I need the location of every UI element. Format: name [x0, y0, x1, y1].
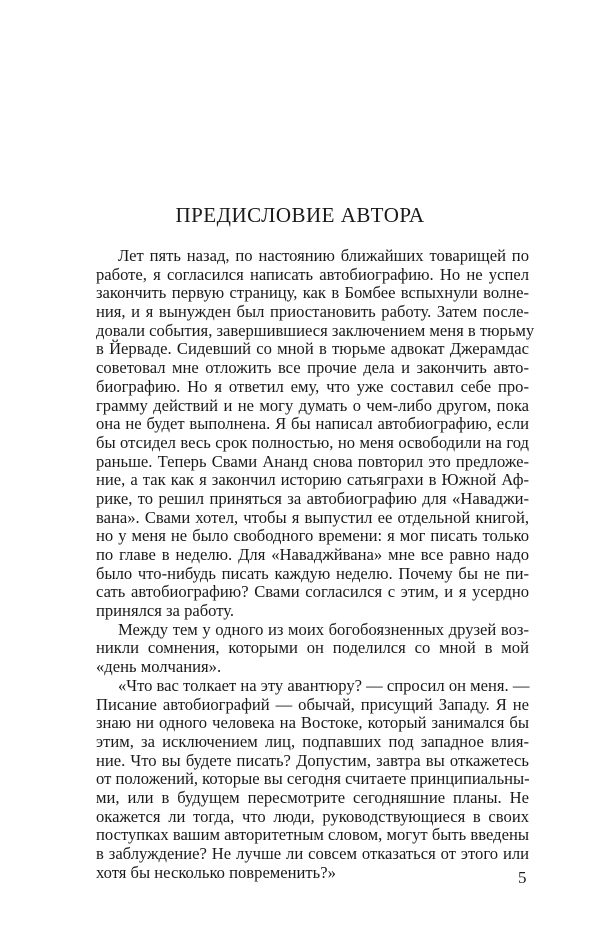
text-line: этим, за исключением лиц, подпавших под западное влия- — [96, 731, 529, 751]
text-line: сать автобиографию? Свами согласился с этим, и я усердно — [96, 582, 529, 602]
text-line: рике, то решил приняться за автобиографию для «Наваджи- — [96, 488, 529, 508]
text-line: ние, а так как я закончил историю сатьяграхи в Южной Аф- — [96, 470, 529, 490]
text-line: вана». Свами хотел, чтобы я выпустил ее отдельной книгой, — [96, 507, 529, 527]
text-line: знаю ни одного человека на Востоке, который занимался бы — [96, 713, 529, 733]
text-line: принялся за работу. — [96, 601, 235, 621]
text-line: окажется ли тогда, что люди, руководствующиеся в своих — [96, 806, 529, 826]
text-line: бы отсидел весь срок полностью, но меня освободили на год — [96, 432, 529, 452]
text-line: она не будет выполнена. Я бы написал автобиографию, если — [96, 414, 529, 434]
text-line: «день молчания». — [96, 657, 222, 677]
text-line: ние. Что вы будете писать? Допустим, завтра вы откажетесь — [96, 750, 529, 770]
text-line: «Что вас толкает на эту авантюру? — спросил он меня. — — [118, 675, 530, 695]
text-line: хотя бы несколько повременить?» — [96, 862, 336, 882]
text-line: в Йерваде. Сидевший со мной в тюрьме адвокат Джерамдас — [96, 339, 529, 359]
text-line: поступках вашим авторитетным словом, могут быть введены — [96, 825, 529, 845]
chapter-title: ПРЕДИСЛОВИЕ АВТОРА — [175, 203, 425, 227]
text-line: от положений, которые вы сегодня считаете принципиальны- — [96, 769, 530, 789]
text-line: Между тем у одного из моих богобоязненных друзей воз- — [118, 619, 529, 639]
text-line: советовал мне отложить все прочие дела и закончить авто- — [96, 358, 529, 378]
text-line: было что-нибудь писать каждую неделю. Почему бы не пи- — [96, 563, 529, 583]
body-text — [96, 246, 535, 882]
text-line: грамму действий и не могу думать о чем-либо другом, пока — [96, 395, 529, 415]
text-line: Писание автобиографий — обычай, присущий Западу. Я не — [96, 694, 529, 714]
text-line: ния, и я вынужден был приостановить работу. Затем после- — [96, 302, 529, 322]
text-line: по главе в неделю. Для «Наваджйвана» мне все равно надо — [96, 545, 529, 564]
text-line: биографию. Но я ответил ему, что уже составил себе про- — [96, 376, 529, 396]
text-line: работе, я согласился написать автобиографию. Но не успел — [96, 264, 529, 284]
text-line: Лет пять назад, по настоянию ближайших товарищей по — [118, 246, 529, 265]
page-number: 5 — [518, 868, 527, 887]
text-line: закончить первую страницу, как в Бомбее вспыхнули волне- — [96, 283, 529, 303]
text-line: никли сомнения, которыми он поделился со мной в мой — [96, 638, 529, 658]
text-line: довали события, завершившиеся заключением меня в тюрьму — [96, 320, 535, 340]
text-line: раньше. Теперь Свами Ананд снова повторил это предложе- — [96, 451, 529, 471]
text-line: но у меня не было свободного времени: я мог писать только — [96, 526, 529, 546]
text-line: ми, или в будущем пересмотрите сегодняшние планы. Не — [96, 787, 529, 807]
text-line: в заблуждение? Не лучше ли совсем отказаться от этого или — [96, 844, 529, 863]
